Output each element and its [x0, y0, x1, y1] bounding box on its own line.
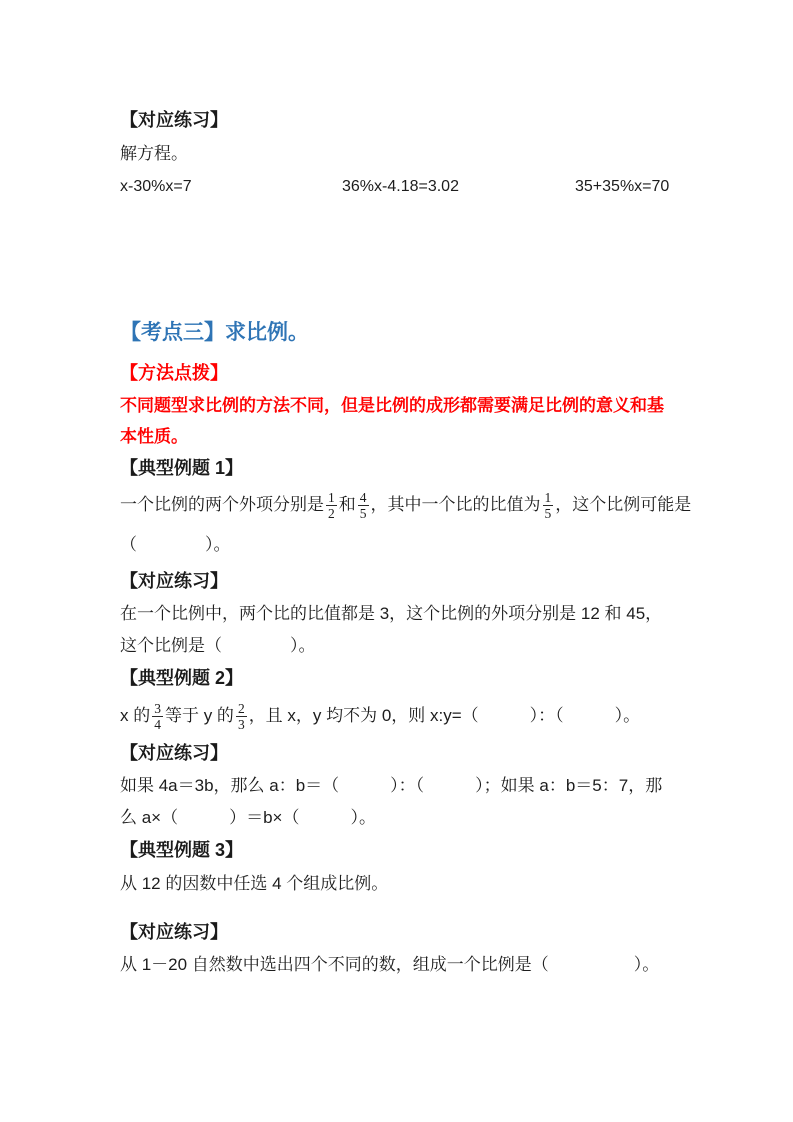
equation-2: 36%x-4.18=3.02: [342, 178, 459, 195]
practice3-text: 从 1－20 自然数中选出四个不同的数，组成一个比例是（ ）。: [120, 955, 660, 974]
fraction-denominator: 3: [237, 717, 245, 733]
example1-part2: 和: [338, 495, 356, 514]
example3-heading: 【典型例题 3】: [120, 840, 244, 860]
section-title: 【考点三】求比例。: [120, 321, 309, 344]
equation-3: 35+35%x=70: [575, 178, 670, 195]
example1-heading: 【典型例题 1】: [120, 458, 244, 478]
fraction-numerator: 2: [237, 700, 245, 716]
fraction-numerator: 4: [359, 489, 367, 505]
practice2-heading: 【对应练习】: [120, 743, 228, 763]
fraction-two-thirds: [236, 701, 247, 732]
example1-answer-blank: （ ）。: [120, 535, 231, 554]
equation-row: [120, 170, 676, 203]
solve-equations-instruction: 解方程。: [120, 144, 188, 163]
example2-part3: ，且 x，y 均不为 0，则 x:y=（ ）：（ ）。: [248, 706, 641, 725]
fraction-one-half: [326, 490, 337, 521]
practice2-text: 如果 4a＝3b，那么 a：b＝（ ）：（ ）；如果 a：b＝5：7，那么 a×（ ）＝b×（ ）。: [120, 776, 663, 827]
fraction-numerator: 1: [544, 489, 552, 505]
example2-part1: x 的: [120, 706, 151, 725]
method-text: 不同题型求比例的方法不同，但是比例的成形都需要满足比例的意义和基本性质。: [120, 396, 664, 446]
example2-text: [120, 695, 676, 737]
practice1-heading: 【对应练习】: [120, 571, 228, 591]
fraction-one-fifth: [543, 490, 554, 521]
example1-part4: ，这个比例可能是: [555, 495, 692, 514]
fraction-three-fourths: [152, 701, 163, 732]
answer-space: [120, 900, 676, 916]
example1-part1: 一个比例的两个外项分别是: [120, 495, 324, 514]
fraction-numerator: 3: [154, 700, 161, 716]
example2-part2: 等于 y 的: [164, 706, 234, 725]
fraction-denominator: 5: [544, 506, 552, 522]
top-practice-heading: 【对应练习】: [120, 110, 228, 130]
fraction-four-fifths: [358, 490, 369, 521]
fraction-denominator: 4: [154, 717, 161, 733]
example3-text: 从 12 的因数中任选 4 个组成比例。: [120, 874, 389, 893]
fraction-denominator: 2: [328, 506, 335, 522]
practice1-text: 在一个比例中，两个比的比值都是 3，这个比例的外项分别是 12 和 45，这个比例是（ ）。: [120, 604, 663, 655]
example1-text: [120, 485, 692, 565]
fraction-denominator: 5: [359, 506, 367, 522]
practice3-heading: 【对应练习】: [120, 922, 228, 942]
answer-space: [120, 203, 676, 315]
example2-heading: 【典型例题 2】: [120, 668, 244, 688]
example1-part3: ，其中一个比的比值为: [370, 495, 541, 514]
method-heading: 【方法点拨】: [120, 363, 228, 383]
fraction-numerator: 1: [328, 489, 335, 505]
equation-1: x-30%x=7: [120, 178, 192, 195]
